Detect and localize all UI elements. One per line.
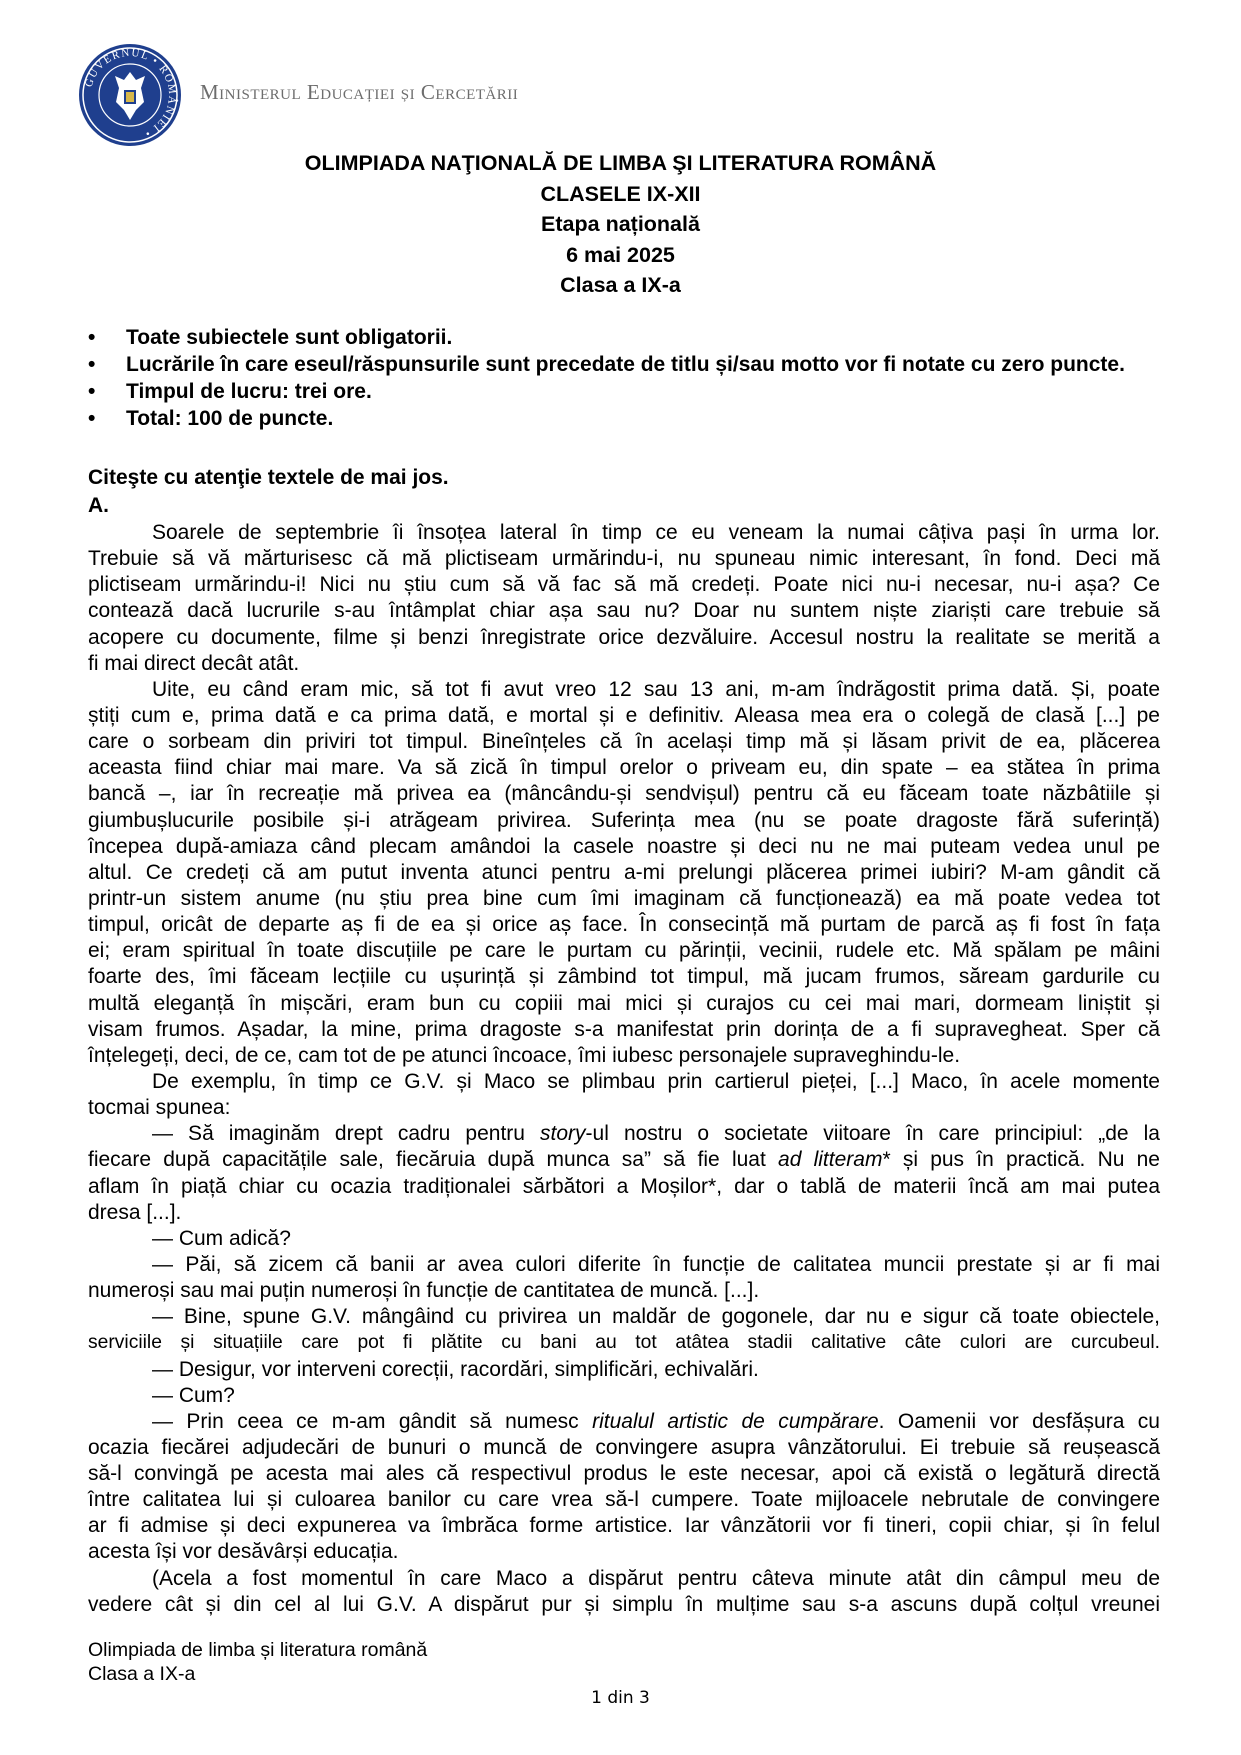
text-line xyxy=(88,1566,1160,1592)
exam-date: 6 mai 2025 xyxy=(566,242,675,267)
text-segment: -ul nostru o societate viitoare în care principiul: „de la xyxy=(585,1122,1160,1146)
text-segment: vedere cât și din cel al lui G.V. A dispărut pur și simplu în mulțime sau s-a ascuns după colțul vreunei xyxy=(88,1592,1160,1616)
text-segment: — Cum adică? xyxy=(152,1226,291,1250)
government-logo-seal xyxy=(79,44,181,146)
text-line xyxy=(88,1043,1160,1069)
text-line xyxy=(88,1461,1160,1487)
ministry-name: Ministerul Educației și Cercetării xyxy=(200,80,519,104)
text-segment: visam frumos. Așadar, la mine, prima dragoste s-a manifestat prin dorința de a fi supravegheat. Sper că xyxy=(88,1017,1160,1041)
rule-text: Total: 100 de puncte. xyxy=(126,407,334,430)
literary-text xyxy=(88,520,1160,1618)
rule-text: Lucrările în care eseul/răspunsurile sunt precedate de titlu și/sau motto vor fi notate cu zero puncte. xyxy=(126,353,1125,376)
text-line xyxy=(88,1487,1160,1513)
olympiad-title: OLIMPIADA NAŢIONALĂ DE LIMBA ŞI LITERATURA ROMÂNĂ xyxy=(304,151,937,175)
paragraph xyxy=(88,520,1160,677)
grades-range: CLASELE IX-XII xyxy=(540,181,701,206)
text-segment: dresa [...]. xyxy=(88,1200,182,1224)
class-label: Clasa a IX-a xyxy=(560,273,681,297)
text-line xyxy=(88,1226,1160,1252)
text-segment: — Prin ceea ce m-am gândit să numesc xyxy=(152,1409,593,1433)
text-line xyxy=(88,1304,1160,1330)
page-footer xyxy=(88,1638,427,1686)
text-line xyxy=(88,886,1160,912)
footer-olympiad: Olimpiada de limba și literatura română xyxy=(88,1639,428,1661)
text-line xyxy=(88,860,1160,886)
text-segment: — Păi, să zicem că banii ar avea culori diferite în funcție de calitatea muncii prestate și ar fi mai xyxy=(152,1252,1160,1276)
text-line xyxy=(88,1330,1160,1356)
text-line xyxy=(88,834,1160,860)
svg-text:GUVERNUL • ROMÂNIEI •: GUVERNUL • ROMÂNIEI • xyxy=(82,46,179,141)
text-line xyxy=(88,520,1160,546)
text-segment: Trebuie să vă mărturisesc că mă plictiseam urmărindu-i, nu spuneau nimic interesant, în fond. Deci mă xyxy=(88,547,1160,571)
text-line xyxy=(88,1539,1160,1565)
text-line xyxy=(88,1174,1160,1200)
text-segment: aflam în piață chiar cu ocazia tradiționalei sărbători a Moșilor*, dar o tablă de materii încă am mai putea xyxy=(88,1174,1160,1198)
text-segment: timpul, oricât de departe aș fi de ea și orice aș face. În consecință mă purtam de parcă aș fi fost în fața xyxy=(88,913,1160,937)
text-line xyxy=(88,912,1160,938)
text-line xyxy=(88,991,1160,1017)
text-line xyxy=(88,1383,1160,1409)
text-line xyxy=(88,964,1160,990)
text-line xyxy=(88,1252,1160,1278)
exam-rules-list xyxy=(88,324,1125,432)
text-segment: ar fi admise și deci expunerea va îmbrăca forme artistice. Iar vânzătorii vor fi tineri, copii chiar, și în felul xyxy=(88,1514,1160,1538)
text-segment: Soarele de septembrie îi însoțea lateral în timp ce eu veneam la numai câțiva pași în urma lor. xyxy=(152,521,1160,544)
text-line xyxy=(88,808,1160,834)
text-segment: altul. Ce credeți că am putut inventa atunci pentru a-mi prelungi plăcerea primei iubiri? M-am gândit că xyxy=(88,860,1160,884)
paragraph xyxy=(88,677,1160,1069)
text-segment: ei; eram spiritual în toate discuțiile pe care le purtam cu părinții, vecinii, rudele etc. Mă spălam pe mâini xyxy=(88,939,1160,963)
paragraph xyxy=(88,1252,1160,1304)
text-segment: printr-un sistem anume (nu știu prea bine cum îmi imaginam că funcționează) ea mă poate vedea tot xyxy=(88,886,1160,910)
text-segment: — Desigur, vor interveni corecții, racordări, simplificări, echivalări. xyxy=(152,1357,759,1381)
stage: Etapa națională xyxy=(541,212,700,236)
text-segment: începea după-amiaza când plecam amândoi la casele noastre și deci nu ne mai puteam vedea unul pe xyxy=(88,834,1160,858)
text-segment: . Oamenii vor desfășura cu xyxy=(878,1409,1160,1433)
rule-item xyxy=(88,351,1125,378)
text-segment: știți cum e, prima dată e ca prima dată, e mortal și e definitiv. Aleasa mea era o colegă de clasă [...] pe xyxy=(88,703,1160,727)
paragraph xyxy=(88,1357,1160,1383)
text-line xyxy=(88,1147,1160,1173)
text-segment: fiecare după capacitățile sale, fiecăruia după munca sa” să fie luat xyxy=(88,1148,779,1172)
page-number: 1 din 3 xyxy=(591,1688,650,1708)
text-line xyxy=(88,1513,1160,1539)
text-segment: — Bine, spune G.V. mângâind cu privirea un maldăr de gogonele, dar nu e sigur că toate obiectele, xyxy=(152,1305,1160,1329)
text-line xyxy=(88,781,1160,807)
text-segment: acopere cu documente, filme și benzi înregistrate orice dezvăluire. Accesul nostru la realitate se merită a xyxy=(88,625,1160,649)
text-segment: De exemplu, în timp ce G.V. și Maco se plimbau prin cartierul pieței, [...] Maco, în acele momente xyxy=(152,1069,1160,1093)
bullet-icon: • xyxy=(88,407,96,430)
text-segment: * și pus în practică. Nu ne xyxy=(882,1148,1160,1172)
exam-title-block xyxy=(0,148,1241,301)
text-segment: să-l convingă pe acesta mai ales că respectivul produs le este necesar, apoi că există o legătură directă xyxy=(88,1462,1160,1486)
text-line xyxy=(88,1435,1160,1461)
text-segment: multă eleganță în mișcări, eram bun cu copiii mai mici și curajos cu cei mai mari, dormeam liniștit și xyxy=(88,991,1160,1015)
text-segment: aceasta fiind chiar mai mare. Va să zică în timpul orelor o priveam eu, din spate – ea stătea în prima xyxy=(88,756,1160,780)
footer-class: Clasa a IX-a xyxy=(88,1663,196,1685)
italic-text: story xyxy=(540,1122,586,1146)
paragraph xyxy=(88,1226,1160,1252)
text-segment: numeroși sau mai puțin numeroși în funcție de cantitatea de muncă. [...]. xyxy=(88,1279,760,1303)
rule-item xyxy=(88,324,1125,351)
text-line xyxy=(88,1200,1160,1226)
text-segment: acesta își vor desăvârși educația. xyxy=(88,1540,399,1564)
text-line xyxy=(88,1069,1160,1095)
italic-text: ritualul artistic de cumpărare xyxy=(592,1409,879,1433)
text-segment: giumbușlucurile posibile și-i atrăgeam privirea. Suferința mea (nu se poate dragoste fără suferință) xyxy=(88,808,1160,832)
paragraph xyxy=(88,1121,1160,1226)
text-line xyxy=(88,703,1160,729)
bullet-icon: • xyxy=(88,353,96,376)
text-line xyxy=(88,625,1160,651)
text-line xyxy=(88,572,1160,598)
text-line xyxy=(88,938,1160,964)
text-segment: care o sorbeam din priviri tot timpul. Bineînțeles că în același timp mă și lăsam privit de ea, plăcerea xyxy=(88,730,1160,754)
text-segment: ocazia fiecărei adjudecări de bunuri o muncă de convingere asupra vânzătorului. Ei trebuie să reușească xyxy=(88,1435,1160,1459)
text-segment: înțelegeți, deci, de ce, cam tot de pe atunci încoace, îmi iubesc personajele supraveghindu-le. xyxy=(88,1043,961,1067)
bullet-icon: • xyxy=(88,380,96,403)
text-line xyxy=(88,677,1160,703)
paragraph xyxy=(88,1566,1160,1618)
text-segment: între calitatea lui și culoarea banilor cu care vrea să-l cumpere. Toate mijloacele nebrutale de convingere xyxy=(88,1488,1160,1512)
paragraph xyxy=(88,1409,1160,1566)
text-segment: contează dacă lucrurile s-au întâmplat chiar așa sau nu? Doar nu suntem niște ziariști care trebuie să xyxy=(88,599,1160,623)
bullet-icon: • xyxy=(88,326,96,349)
rule-item xyxy=(88,405,1125,432)
text-line xyxy=(88,1017,1160,1043)
text-line xyxy=(88,755,1160,781)
text-segment: fi mai direct decât atât. xyxy=(88,651,300,675)
text-segment: foarte des, îmi făceam lecțiile cu ușurință și zâmbind tot timpul, mă jucam frumos, săream gardurile cu xyxy=(88,965,1160,989)
text-line xyxy=(88,598,1160,624)
text-segment: tocmai spunea: xyxy=(88,1096,231,1120)
text-line xyxy=(88,1121,1160,1147)
italic-text: ad litteram xyxy=(778,1148,883,1172)
text-segment: — Cum? xyxy=(152,1383,235,1407)
text-line xyxy=(88,1357,1160,1383)
reading-instruction: Citeşte cu atenţie textele de mai jos. xyxy=(88,466,449,489)
text-line xyxy=(88,1095,1160,1121)
paragraph xyxy=(88,1383,1160,1409)
paragraph xyxy=(88,1069,1160,1121)
text-segment: — Să imaginăm drept cadru pentru xyxy=(152,1122,541,1146)
text-line xyxy=(88,729,1160,755)
text-line xyxy=(88,546,1160,572)
section-label: A. xyxy=(88,494,109,517)
text-segment: serviciile și situațiile care pot fi plătite cu bani au tot atâtea stadii calitative câte culori are curcubeul. xyxy=(88,1332,1160,1354)
text-segment: (Acela a fost momentul în care Maco a dispărut pentru câteva minute atât din câmpul meu de xyxy=(152,1566,1160,1590)
text-line xyxy=(88,1592,1160,1618)
rule-item xyxy=(88,378,1125,405)
text-segment: plictiseam urmărindu-i! Nici nu știu cum să vă fac să mă credeți. Poate nici nu-i necesar, nu-i așa? Ce xyxy=(88,573,1160,597)
rule-text: Toate subiectele sunt obligatorii. xyxy=(126,326,453,349)
text-line xyxy=(88,1409,1160,1435)
text-line xyxy=(88,651,1160,677)
text-segment: Uite, eu când eram mic, să tot fi avut vreo 12 sau 13 ani, m-am îndrăgostit prima dată. Și, poate xyxy=(152,677,1160,701)
paragraph xyxy=(88,1304,1160,1356)
text-line xyxy=(88,1278,1160,1304)
text-segment: bancă –, iar în recreație mă privea ea (mâncându-și sendvișul) pentru că eu făceam toate năzbâtiile și xyxy=(88,782,1160,806)
rule-text: Timpul de lucru: trei ore. xyxy=(126,380,372,403)
